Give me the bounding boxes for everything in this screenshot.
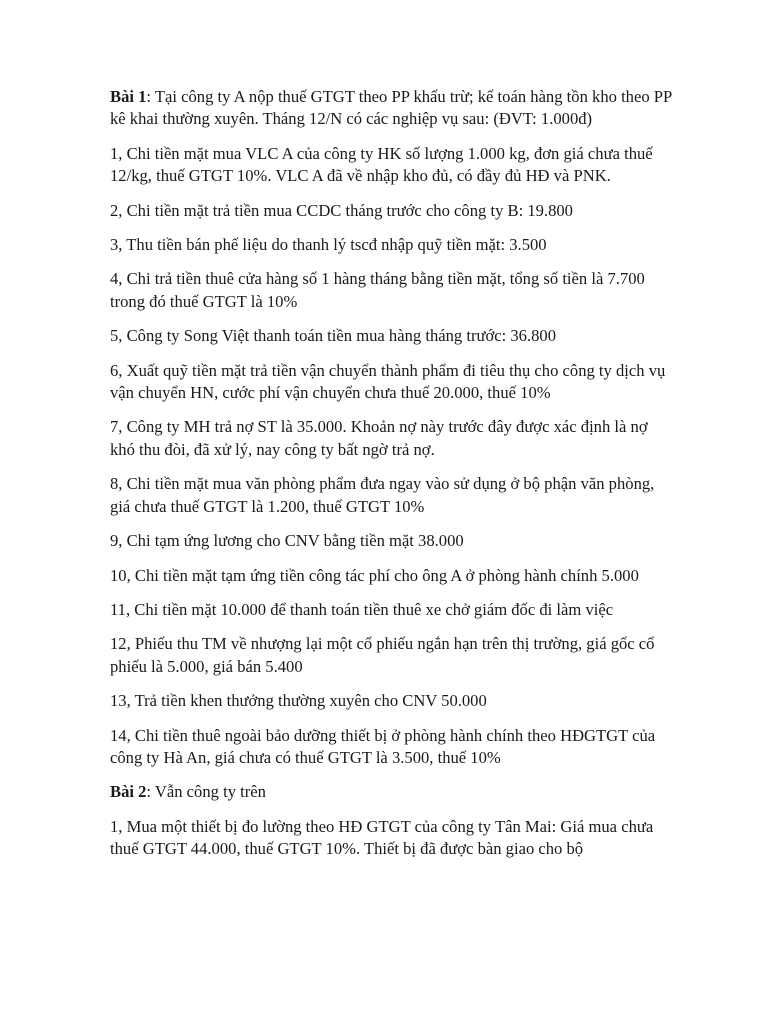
exercise-1-item-1: 1, Chi tiền mặt mua VLC A của công ty HK số lượng 1.000 kg, đơn giá chưa thuế 12/kg, thuế GTGT 10%. VLC A đã về nhập kho đủ, có đầy đủ HĐ và PNK. [110, 143, 653, 186]
exercise-1-heading [110, 86, 676, 131]
exercise-1-item-4: 4, Chi trả tiền thuê cửa hàng số 1 hàng tháng bằng tiền mặt, tổng số tiền là 7.700 trong đó thuế GTGT là 10% [110, 269, 645, 311]
document-page [110, 86, 676, 873]
exercise-1-item-7: 7, Công ty MH trả nợ ST là 35.000. Khoản nợ này trước đây được xác định là nợ khó thu đòi, đã xử lý, nay công ty bất ngờ trả nợ. [110, 417, 648, 459]
exercise-2-title: Bài 2 [110, 782, 147, 802]
exercise-1-item-9: 9, Chi tạm ứng lương cho CNV bằng tiền mặt 38.000 [110, 531, 464, 551]
exercise-1-intro: : Tại công ty A nộp thuế GTGT theo PP khấu trừ; kế toán hàng tồn kho theo PP kê khai thường xuyên. Tháng 12/N có các nghiệp vụ sau: (ĐVT: 1.000đ) [110, 87, 672, 129]
exercise-1-item-8: 8, Chi tiền mặt mua văn phòng phẩm đưa ngay vào sử dụng ở bộ phận văn phòng, giá chưa thuế GTGT là 1.200, thuế GTGT 10% [110, 474, 655, 516]
exercise-2-heading [110, 781, 676, 803]
exercise-1-item-11: 11, Chi tiền mặt 10.000 để thanh toán tiền thuê xe chở giám đốc đi làm việc [110, 599, 614, 619]
exercise-1-title: Bài 1 [110, 87, 147, 106]
exercise-1-item-13: 13, Trả tiền khen thưởng thường xuyên cho CNV 50.000 [110, 691, 487, 711]
exercise-2-item-1: 1, Mua một thiết bị đo lường theo HĐ GTGT của công ty Tân Mai: Giá mua chưa thuế GTGT 44.000, thuế GTGT 10%. Thiết bị đã được bàn giao cho bộ [110, 816, 654, 859]
exercise-1-item-3: 3, Thu tiền bán phế liệu do thanh lý tscđ nhập quỹ tiền mặt: 3.500 [110, 235, 547, 255]
exercise-1-item-5: 5, Công ty Song Việt thanh toán tiền mua hàng tháng trước: 36.800 [110, 326, 557, 346]
exercise-1-item-12: 12, Phiếu thu TM về nhượng lại một cổ phiếu ngắn hạn trên thị trường, giá gốc cổ phiếu là 5.000, giá bán 5.400 [110, 634, 655, 676]
exercise-1-item-6: 6, Xuất quỹ tiền mặt trả tiền vận chuyển thành phẩm đi tiêu thụ cho công ty dịch vụ vận chuyển HN, cước phí vận chuyển chưa thuế 20.000, thuế 10% [110, 360, 666, 403]
exercise-1-item-2: 2, Chi tiền mặt trả tiền mua CCDC tháng trước cho công ty B: 19.800 [110, 200, 573, 220]
exercise-1-item-10: 10, Chi tiền mặt tạm ứng tiền công tác phí cho ông A ở phòng hành chính 5.000 [110, 565, 639, 585]
exercise-1-item-14: 14, Chi tiền thuê ngoài bảo dưỡng thiết bị ở phòng hành chính theo HĐGTGT của công ty Hà An, giá chưa có thuế GTGT là 3.500, thuế 10% [110, 725, 656, 767]
exercise-2-intro: : Vẫn công ty trên [146, 782, 266, 802]
